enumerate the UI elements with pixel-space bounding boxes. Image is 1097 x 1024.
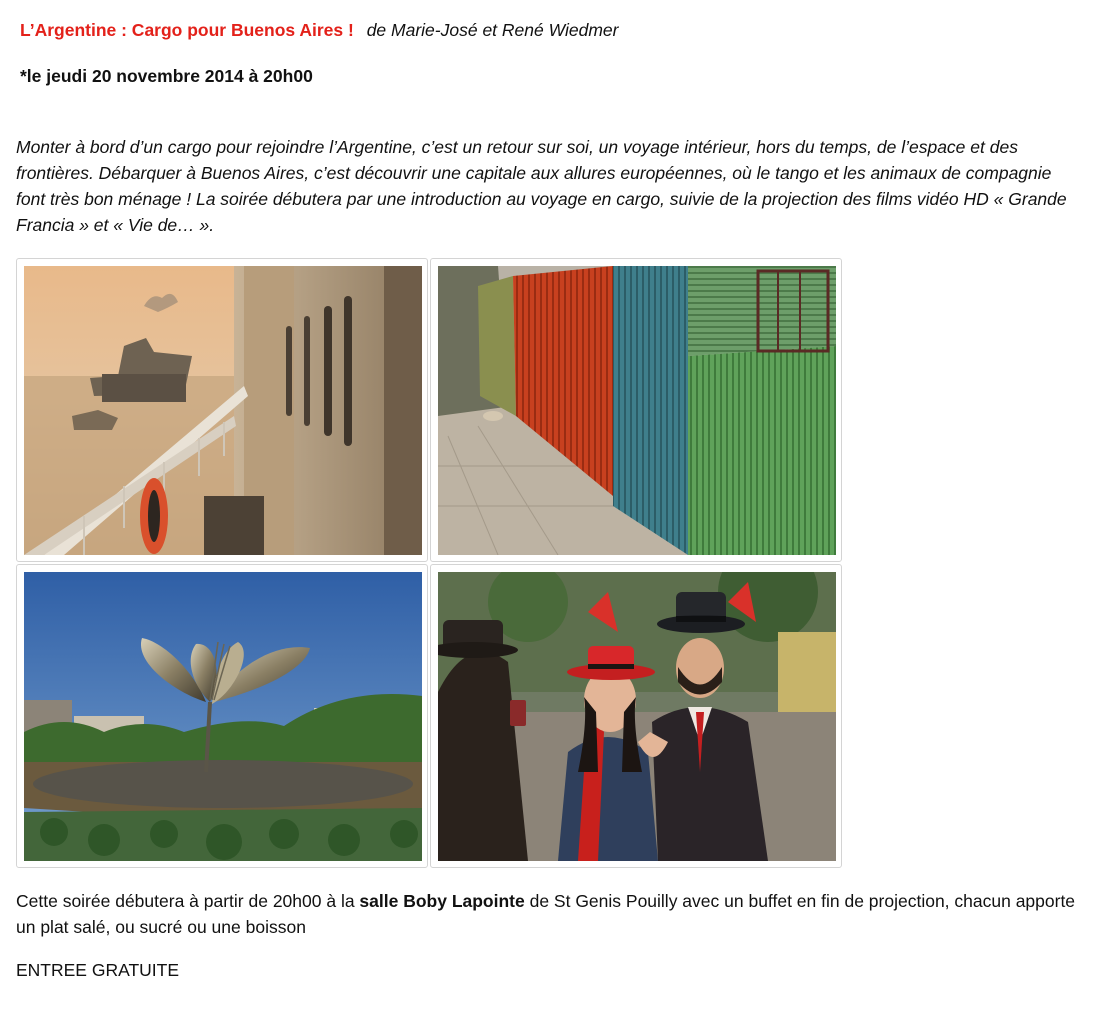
photo-flower-sculpture [24, 572, 422, 861]
details-after: de St Genis Pouilly avec un buffet en fin de projection, chacun apporte un plat salé, ou sucré ou une boisson [16, 891, 1076, 937]
event-title-line [20, 20, 618, 41]
photo-frame-sculpture [16, 564, 428, 868]
photo-colorful-street [438, 266, 836, 555]
intro-paragraph: Monter à bord d’un cargo pour rejoindre l’Argentine, c’est un retour sur soi, un voyage intérieur, hors du temps, de l’espace et des frontières. Débarquer à Buenos Aires, c’est découvrir une capitale aux allures européennes, où le tango et les animaux de compagnie font très bon ménage ! La soirée débutera par une introduction au voyage en cargo, suivie de la projection des films vidéo HD « Grande Francia » et « Vie de… ». [16, 137, 1067, 235]
details-before: Cette soirée débutera à partir de 20h00 à la [16, 891, 360, 911]
event-details [16, 888, 1091, 940]
photo-cargo-ship [24, 266, 422, 555]
photo-frame-cargo [16, 258, 428, 562]
event-date: *le jeudi 20 novembre 2014 à 20h00 [20, 66, 313, 86]
photo-grid [16, 258, 844, 870]
photo-frame-street [430, 258, 842, 562]
free-entry-notice: ENTREE GRATUITE [16, 960, 180, 980]
event-authors: de Marie-José et René Wiedmer [366, 20, 619, 40]
event-title: L’Argentine : Cargo pour Buenos Aires ! [20, 20, 354, 40]
photo-frame-tango [430, 564, 842, 868]
venue-name: salle Boby Lapointe [359, 891, 525, 911]
photo-tango-couple [438, 572, 836, 861]
